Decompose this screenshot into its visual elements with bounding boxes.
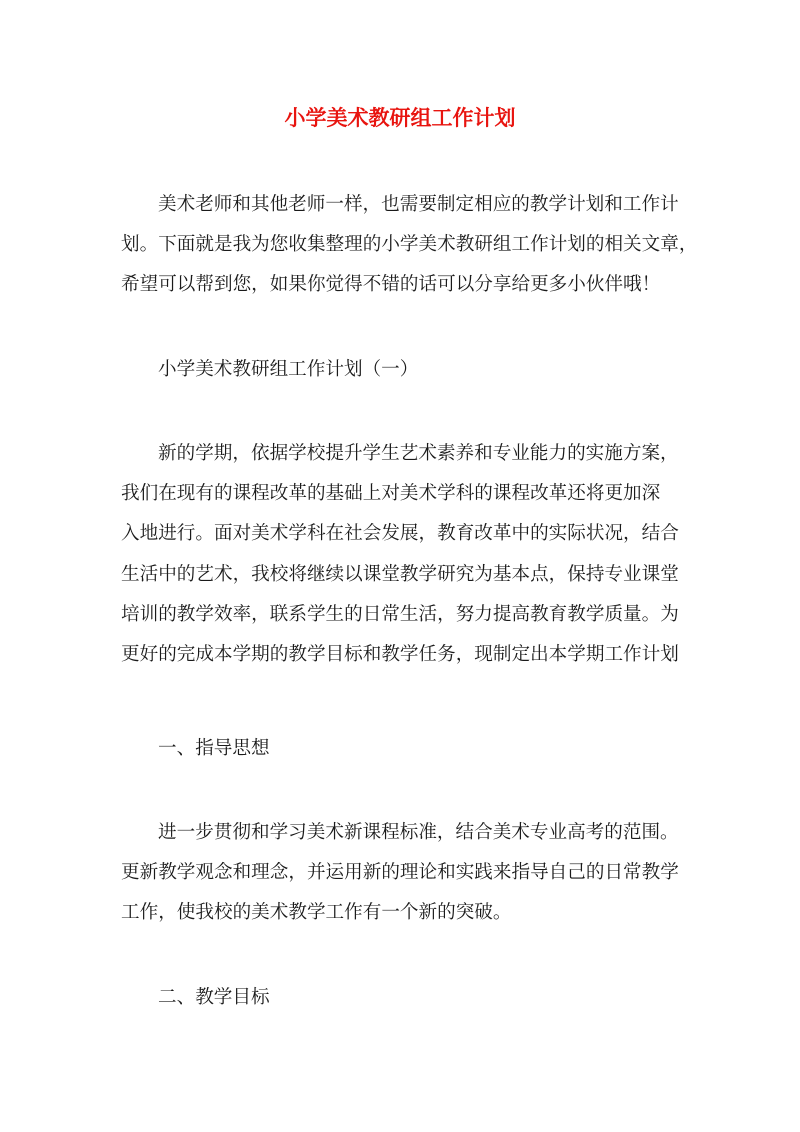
guiding-line: 进一步贯彻和学习美术新课程标准，结合美术专业高考的范围。 [158, 822, 679, 843]
guiding-line: 工作，使我校的美术教学工作有一个新的突破。 [121, 902, 512, 924]
heading-guiding-ideology: 一、指导思想 [158, 738, 270, 759]
body-paragraph [121, 434, 687, 675]
guiding-paragraph [121, 813, 687, 934]
body-line: 培训的教学效率，联系学生的日常生活，努力提高教育教学质量。为 [121, 603, 679, 625]
body-line: 入地进行。面对美术学科在社会发展，教育改革中的实际状况，结合 [121, 523, 679, 545]
body-line: 更好的完成本学期的教学目标和教学任务，现制定出本学期工作计划 [121, 644, 679, 666]
document-title: 小学美术教研组工作计划 [284, 106, 516, 130]
body-line: 我们在现有的课程改革的基础上对美术学科的课程改革还将更加深 [121, 483, 661, 505]
intro-line: 美术老师和其他老师一样，也需要制定相应的教学计划和工作计 [158, 194, 679, 215]
heading-teaching-goals: 二、教学目标 [158, 987, 270, 1008]
section-heading: 小学美术教研组工作计划（一） [158, 359, 419, 380]
intro-paragraph [121, 185, 698, 306]
guiding-line: 更新教学观念和理念，并运用新的理论和实践来指导自己的日常教学 [121, 862, 679, 884]
intro-line: 划。下面就是我为您收集整理的小学美术教研组工作计划的相关文章， [121, 234, 698, 256]
body-line: 新的学期，依据学校提升学生艺术素养和专业能力的实施方案， [158, 443, 679, 464]
intro-line: 希望可以帮到您，如果你觉得不错的话可以分享给更多小伙伴哦！ [121, 274, 661, 296]
body-line: 生活中的艺术，我校将继续以课堂教学研究为基本点，保持专业课堂 [121, 563, 679, 585]
